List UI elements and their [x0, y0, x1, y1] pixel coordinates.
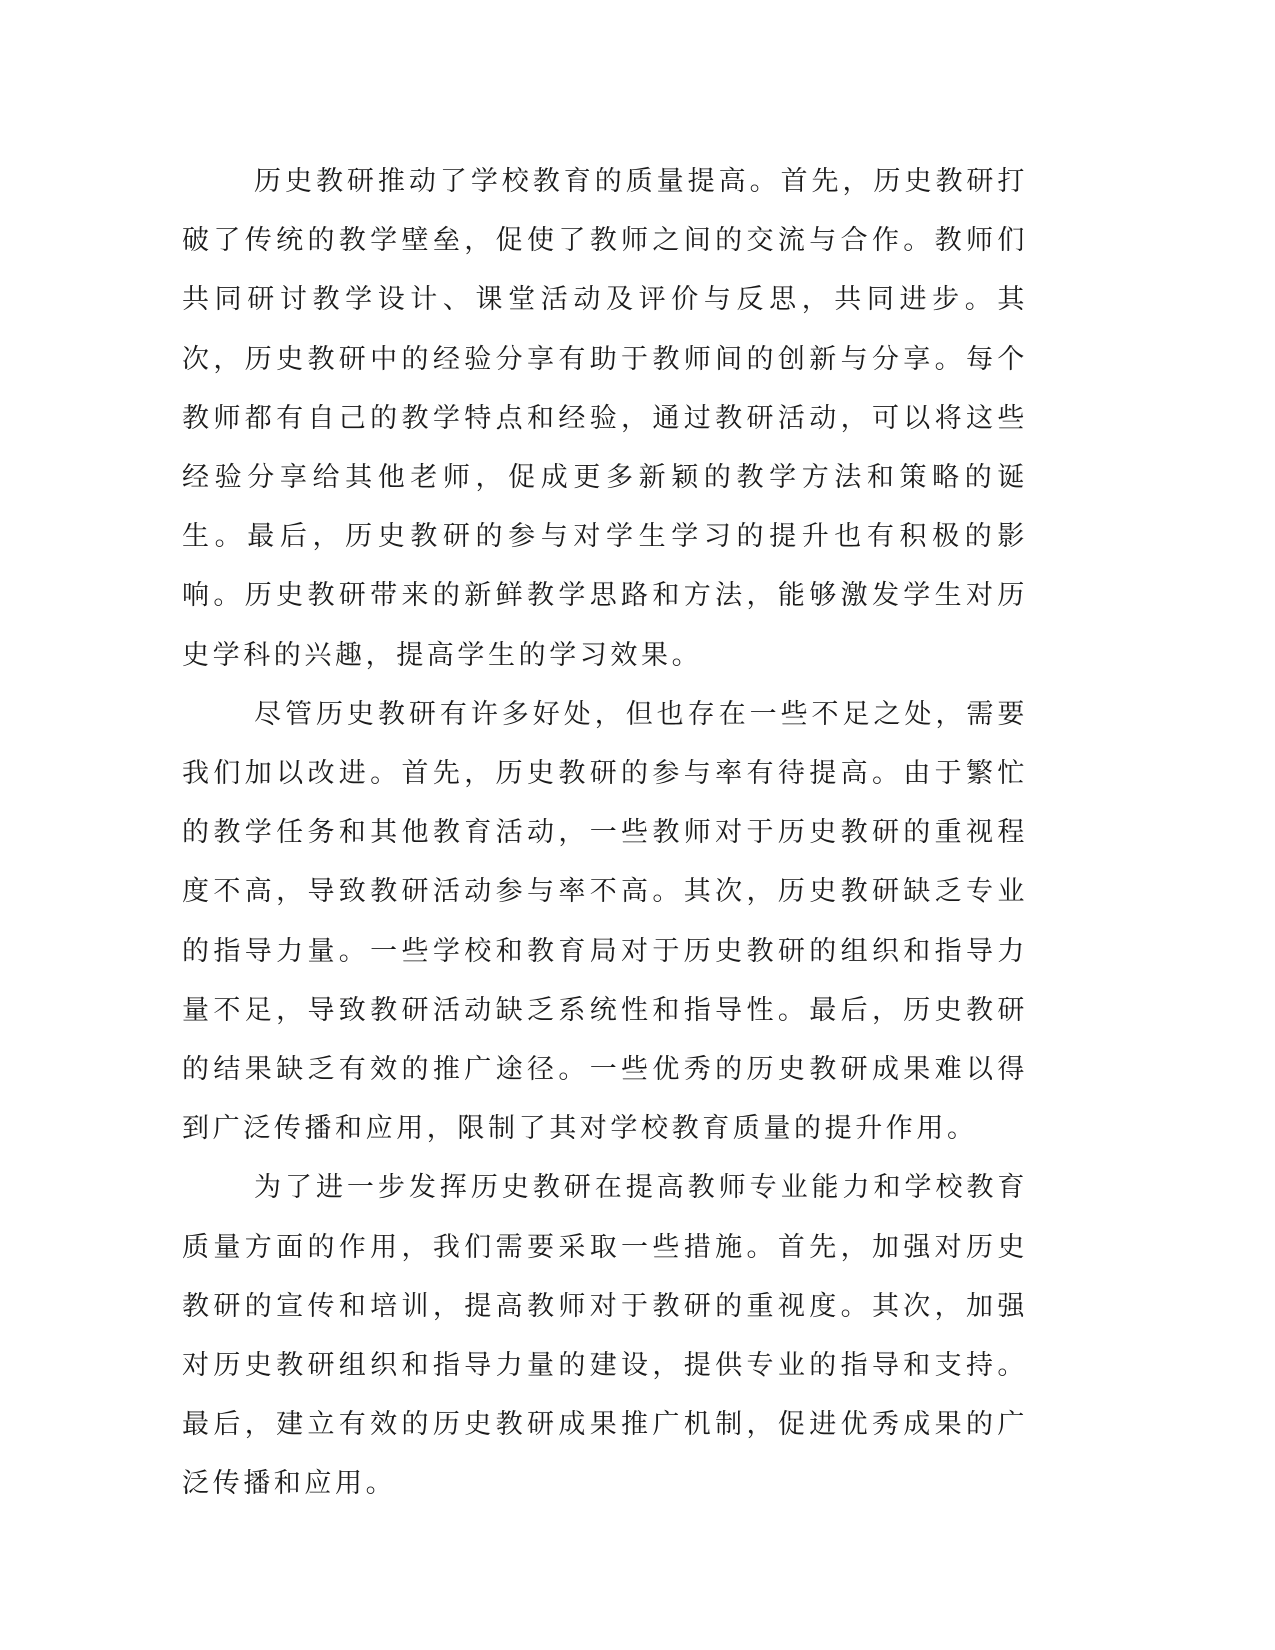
- paragraph-3: 为了进一步发挥历史教研在提高教师专业能力和学校教育质量方面的作用，我们需要采取一些措施。首先，加强对历史教研的宣传和培训，提高教师对于教研的重视度。其次，加强对历史教研组织和指导力量的建设，提供专业的指导和支持。最后，建立有效的历史教研成果推广机制，促进优秀成果的广泛传播和应用。: [182, 1172, 1028, 1500]
- paragraph-1: 历史教研推动了学校教育的质量提高。首先，历史教研打破了传统的教学壁垒，促使了教师之间的交流与合作。教师们共同研讨教学设计、课堂活动及评价与反思，共同进步。其次，历史教研中的经验分享有助于教师间的创新与分享。每个教师都有自己的教学特点和经验，通过教研活动，可以将这些经验分享给其他老师，促成更多新颖的教学方法和策略的诞生。最后，历史教研的参与对学生学习的提升也有积极的影响。历史教研带来的新鲜教学思路和方法，能够激发学生对历史学科的兴趣，提高学生的学习效果。: [182, 166, 1028, 671]
- document-body: [182, 152, 1028, 1514]
- paragraph-2: 尽管历史教研有许多好处，但也存在一些不足之处，需要我们加以改进。首先，历史教研的参与率有待提高。由于繁忙的教学任务和其他教育活动，一些教师对于历史教研的重视程度不高，导致教研活动参与率不高。其次，历史教研缺乏专业的指导力量。一些学校和教育局对于历史教研的组织和指导力量不足，导致教研活动缺乏系统性和指导性。最后，历史教研的结果缺乏有效的推广途径。一些优秀的历史教研成果难以得到广泛传播和应用，限制了其对学校教育质量的提升作用。: [182, 698, 1028, 1145]
